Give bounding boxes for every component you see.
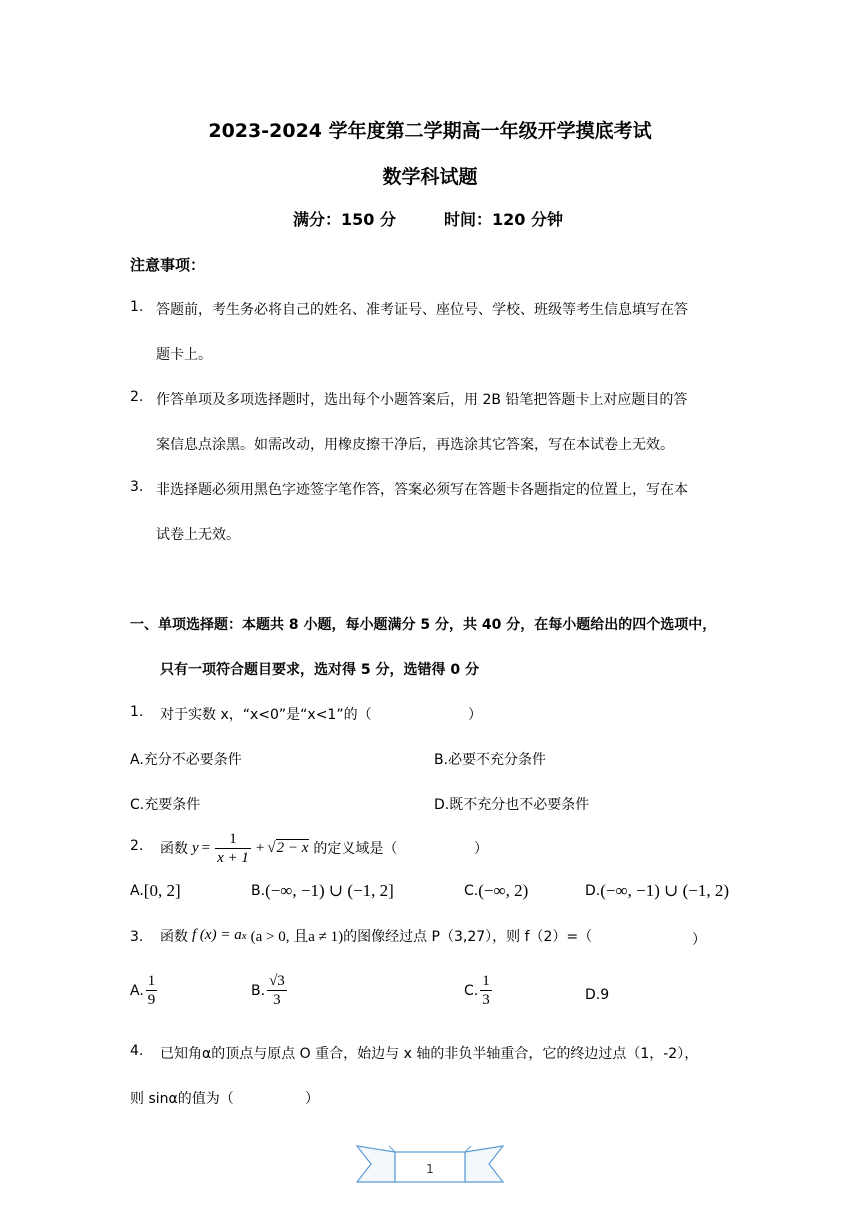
question-text: 的图像经过点 P（3,27），则 f（2）=（ xyxy=(343,928,593,945)
sqrt-symbol: √ xyxy=(267,839,276,856)
option-label: D. xyxy=(585,883,601,899)
question-number: 2. xyxy=(130,838,144,854)
fraction-numerator: 1 xyxy=(482,973,490,989)
fraction xyxy=(146,972,158,1009)
answer-bracket-close: ） xyxy=(468,707,482,723)
question-formula-line xyxy=(160,826,397,870)
answer-bracket-close: ） xyxy=(692,932,706,948)
question-text: 对于实数 x，“x<0”是“x<1”的（ xyxy=(160,707,372,723)
fraction-numerator: 1 xyxy=(229,830,237,847)
option-expression: (−∞, −1) ∪ (−1, 2) xyxy=(600,881,730,900)
answer-bracket-close: ） xyxy=(305,1091,319,1107)
note-text-line: 案信息点涂黑。如需改动，用橡皮擦干净后，再选涂其它答案，写在本试卷上无效。 xyxy=(156,437,674,453)
note-text-line: 题卡上。 xyxy=(156,347,212,363)
fraction-denominator: x + 1 xyxy=(217,849,249,866)
exam-time: 时间：120 分钟 xyxy=(444,210,563,229)
option-c xyxy=(464,972,494,1009)
formula-equals: = xyxy=(201,839,211,856)
question-formula-line xyxy=(160,925,592,946)
fraction xyxy=(480,972,492,1009)
fraction-numerator: 1 xyxy=(147,973,156,989)
option-label: A. xyxy=(130,982,144,999)
sqrt-radicand: 2 − x xyxy=(276,839,309,856)
full-score: 满分：150 分 xyxy=(293,210,396,229)
fraction-denominator: 9 xyxy=(147,992,156,1008)
page-number-ribbon xyxy=(355,1138,505,1188)
fraction-denominator: 3 xyxy=(267,990,287,1009)
note-text-line: 非选择题必须用黑色字迹签字笔作答，答案必须写在答题卡各题指定的位置上，写在本 xyxy=(156,482,688,498)
option-label: C. xyxy=(464,883,479,899)
square-root xyxy=(267,840,309,857)
page-title: 2023-2024 学年度第二学期高一年级开学摸底考试 xyxy=(208,120,652,142)
formula-function: f (x) = a xyxy=(192,927,242,943)
option-label: A. xyxy=(130,883,144,899)
note-number: 3. xyxy=(130,479,144,495)
note-text-line: 试卷上无效。 xyxy=(156,527,240,543)
fraction xyxy=(267,972,287,1009)
fraction xyxy=(215,830,251,867)
fraction-denominator: 3 xyxy=(482,992,490,1008)
option-d: D.9 xyxy=(585,987,610,1003)
section-heading: 一、单项选择题：本题共 8 小题，每小题满分 5 分，共 40 分，在每小题给出的四个选项中， xyxy=(130,617,717,633)
option-a xyxy=(130,881,181,901)
option-b: B.必要不充分条件 xyxy=(434,752,547,768)
option-a xyxy=(130,972,159,1009)
page-number: 1 xyxy=(426,1162,434,1176)
option-b xyxy=(251,972,289,1009)
note-text-line: 作答单项及多项选择题时，选出每个小题答案后，用 2B 铅笔把答题卡上对应题目的答 xyxy=(156,392,688,408)
option-expression: (−∞, 2) xyxy=(478,881,529,900)
option-label: B. xyxy=(251,982,266,999)
option-c: C.充要条件 xyxy=(130,797,201,813)
formula-y: y xyxy=(192,839,199,856)
option-expression: [0, 2] xyxy=(143,881,181,900)
note-text-line: 答题前，考生务必将自己的姓名、准考证号、座位号、学校、班级等考生信息填写在答 xyxy=(156,302,688,318)
option-d xyxy=(585,881,729,901)
question-number: 1. xyxy=(130,704,144,720)
formula-exponent: x xyxy=(241,929,247,942)
formula-condition: (a > 0, 且a ≠ 1) xyxy=(250,929,344,945)
option-c xyxy=(464,881,528,901)
question-text: 函数 xyxy=(160,928,188,945)
question-text: 已知角α的顶点与原点 O 重合，始边与 x 轴的非负半轴重合，它的终边过点（1，-2）， xyxy=(160,1046,699,1062)
option-label: C. xyxy=(464,982,479,999)
note-number: 2. xyxy=(130,389,144,405)
question-number: 4. xyxy=(130,1043,144,1059)
notes-heading: 注意事项： xyxy=(130,256,206,274)
option-label: B. xyxy=(251,883,266,899)
option-a: A.充分不必要条件 xyxy=(130,752,242,768)
question-text: 函数 xyxy=(160,841,188,857)
answer-bracket-close: ） xyxy=(474,841,488,857)
formula-plus: + xyxy=(255,839,265,856)
question-text-line2: 则 sinα的值为（ xyxy=(130,1091,234,1107)
note-number: 1. xyxy=(130,299,144,315)
page-subtitle: 数学科试题 xyxy=(382,166,478,188)
option-d: D.既不充分也不必要条件 xyxy=(434,797,590,813)
fraction-numerator: √3 xyxy=(269,973,285,989)
option-b xyxy=(251,881,394,901)
option-expression: (−∞, −1) ∪ (−1, 2] xyxy=(265,881,394,900)
section-heading-line2: 只有一项符合题目要求，选对得 5 分，选错得 0 分 xyxy=(160,662,479,678)
question-number: 3. xyxy=(130,929,144,945)
question-text: 的定义域是（ xyxy=(313,841,398,857)
